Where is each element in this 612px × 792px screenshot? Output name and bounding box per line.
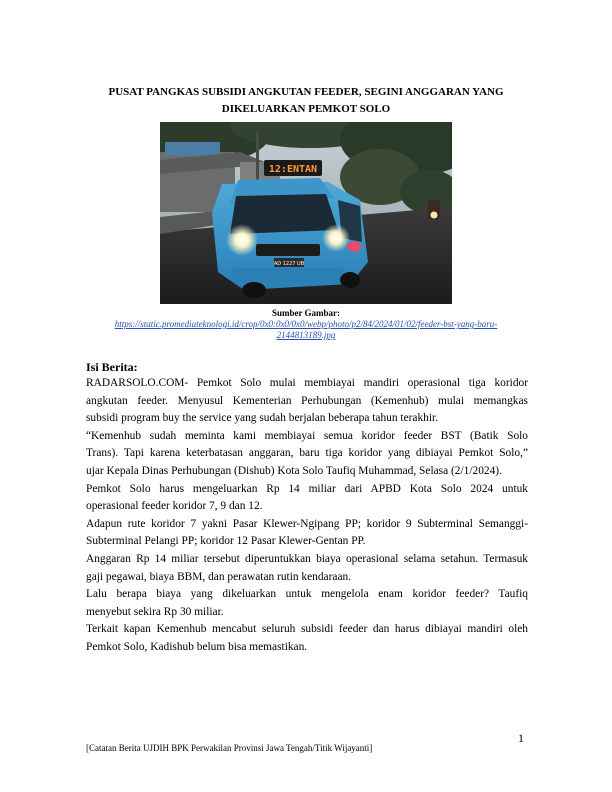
body-line: Adapun rute koridor 7 yakni Pasar Klewer-Ngipang PP; koridor 9 Subterminal Semanggi-: [86, 517, 528, 530]
caption-label: Sumber Gambar:: [271, 308, 341, 318]
section-heading: Isi Berita:: [86, 360, 138, 374]
wheel: [242, 282, 266, 298]
body-line: Terkait kapan Kemenhub mencabut seluruh subsidi feeder dan harus dibiayai mandiri oleh: [86, 623, 528, 636]
body-line: operasional feeder koridor 7, 9 dan 12.: [86, 500, 263, 513]
grille: [256, 244, 320, 256]
caption-link[interactable]: https://static.promediateknologi.id/crop/0x0:0x0/0x0/webp/photo/p2/84/2024/01/02/feeder-bst-yang-baru-: [114, 319, 498, 329]
caption-link[interactable]: 2144813189.jpg: [276, 330, 336, 340]
body-line: “Kemenhub sudah meminta kami membiayai semua koridor feeder BST (Batik Solo: [86, 429, 528, 442]
wheel: [340, 272, 360, 288]
body-line: Pemkot Solo harus mengeluarkan Rp 14 miliar dari APBD Kota Solo 2024 untuk: [86, 482, 528, 495]
headlight: [226, 224, 258, 256]
body-line: gaji pegawai, biaya BBM, dan perawatan rutin kendaraan.: [86, 570, 352, 583]
shop-sign: [165, 142, 220, 156]
bumper: [232, 268, 344, 282]
body-line: menyebut sekira Rp 30 miliar.: [86, 605, 224, 618]
body-line: Anggaran Rp 14 miliar tersebut diperuntukkan biaya operasional selama setahun. Termasuk: [86, 552, 528, 565]
headlight: [322, 224, 350, 252]
article-title: [60, 84, 552, 118]
article-body: [86, 375, 528, 657]
body-line: Lalu berapa biaya yang dikeluarkan untuk mengelola enam koridor feeder? Taufiq: [86, 588, 528, 601]
footer-note: [Catatan Berita UJDIH BPK Perwakilan Provinsi Jawa Tengah/Titik Wijayanti]: [86, 743, 373, 753]
page-number: 1: [518, 731, 524, 745]
body-line: angkutan feeder. Menyusul Kementerian Perhubungan (Kemenhub) mulai memangkas: [86, 394, 528, 407]
body-line: subsidi program buy the service yang sudah berjalan beberapa tahun terakhir.: [86, 412, 439, 425]
license-plate-text: AD 1227 UB: [273, 261, 305, 267]
body-line: ujar Kepala Dinas Perhubungan (Dishub) Kota Solo Taufiq Muhammad, Selasa (2/1/2024).: [86, 464, 502, 477]
body-line: Trans). Tapi karena keterbatasan anggaran, baru tiga koridor yang dibiayai Pemkot Solo,”: [86, 447, 528, 460]
body-line: RADARSOLO.COM- Pemkot Solo mulai membiayai mandiri operasional tiga koridor: [86, 377, 528, 389]
title-line: DIKELUARKAN PEMKOT SOLO: [221, 103, 391, 115]
motorcycle-light: [431, 212, 438, 219]
title-line: PUSAT PANGKAS SUBSIDI ANGKUTAN FEEDER, SEGINI ANGGARAN YANG: [108, 86, 504, 98]
body-line: Pemkot Solo, Kadishub belum bisa memastikan.: [86, 640, 308, 653]
feeder-bus-photo: [160, 122, 452, 304]
body-line: Subterminal Pelangi PP; koridor 12 Pasar Klewer-Gentan PP.: [86, 535, 366, 548]
route-sign-text: 12:ENTAN: [268, 164, 318, 175]
image-caption: [60, 308, 552, 341]
